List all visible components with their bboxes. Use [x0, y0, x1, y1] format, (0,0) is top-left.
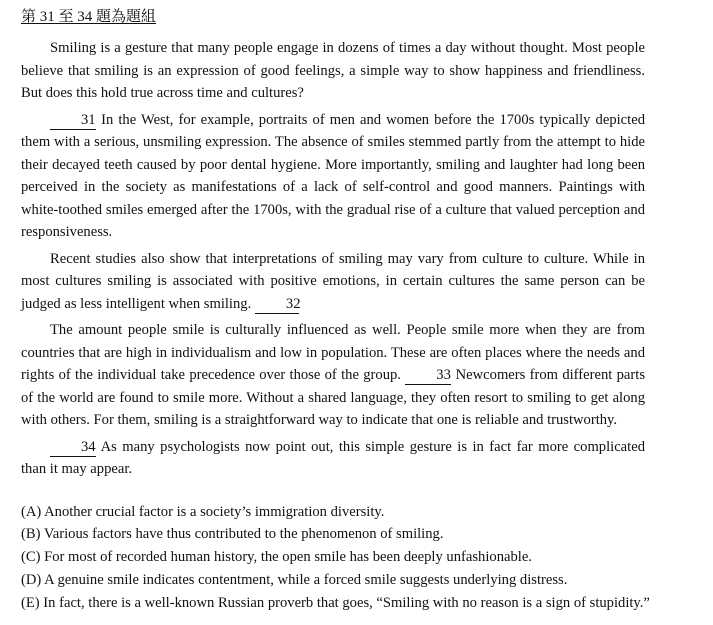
- paragraph-2-text: In the West, for example, portraits of men and women before the 1700s typically depicted them with a serious, unsmiling expression. The absence of smiles stemmed partly from the attempt to hide their decayed teeth caused by poor dental hygiene. More importantly, smiling and laughter had long been perceived in the society as manifestations of a lack of self-control and good manners. Paintings with white-toothed smiles emerged after the 1700s, with the gradual rise of a culture that valued perception and responsiveness.: [21, 111, 645, 240]
- blank-34[interactable]: 34: [50, 439, 96, 457]
- answer-options: [21, 501, 650, 615]
- option-b[interactable]: [21, 523, 645, 546]
- blank-33[interactable]: 33: [405, 367, 451, 385]
- option-e-label: (E): [21, 594, 40, 611]
- option-a-label: (A): [21, 503, 42, 520]
- option-b-label: (B): [21, 526, 41, 543]
- paragraph-4-text-after: Newcomers from different parts of the world are found to smile more. Without a shared language, they often resort to smiling to get along with others. For them, smiling is a straightforward way to indicate that one is reliable and trustworthy.: [21, 367, 645, 428]
- paragraph-4-text-before: The amount people smile is culturally influenced as well. People smile more when they are from countries that are high in individualism and low in population. These are often places where the needs and rights of the individual take precedence over those of the group.: [21, 322, 645, 383]
- option-a[interactable]: [21, 501, 645, 524]
- paragraph-5: [21, 436, 645, 481]
- exam-passage-page: [21, 7, 650, 614]
- option-e-text: In fact, there is a well-known Russian proverb that goes, “Smiling with no reason is a sign of stupidity.”: [43, 594, 650, 611]
- paragraph-1-text: Smiling is a gesture that many people engage in dozens of times a day without thought. Most people believe that smiling is an expression of good feelings, a simple way to show happiness and friendliness. But does this hold true across time and cultures?: [21, 40, 645, 101]
- option-c-label: (C): [21, 549, 41, 566]
- option-d-label: (D): [21, 571, 42, 588]
- spacer: [21, 485, 645, 501]
- section-heading: 第 31 至 34 題為題組: [21, 9, 157, 25]
- blank-31[interactable]: 31: [50, 112, 96, 130]
- option-c-text: For most of recorded human history, the open smile has been deeply unfashionable.: [44, 549, 532, 566]
- option-a-text: Another crucial factor is a society’s immigration diversity.: [44, 503, 385, 520]
- option-d[interactable]: [21, 569, 645, 592]
- option-d-text: A genuine smile indicates contentment, while a forced smile suggests underlying distress.: [44, 571, 568, 588]
- paragraph-3-text: Recent studies also show that interpretations of smiling may vary from culture to culture. While in most cultures smiling is associated with positive emotions, in certain cultures the same person can be judged as less intelligent when smiling.: [21, 250, 645, 312]
- paragraph-1: [21, 37, 645, 105]
- paragraph-4: [21, 319, 645, 432]
- paragraph-5-text: As many psychologists now point out, this simple gesture is in fact far more complicated than it may appear.: [21, 438, 645, 477]
- paragraph-3: [21, 248, 645, 316]
- option-c[interactable]: [21, 546, 645, 569]
- blank-32[interactable]: 32: [255, 296, 299, 314]
- paragraph-2: [21, 109, 645, 244]
- option-e[interactable]: [21, 592, 650, 615]
- option-b-text: Various factors have thus contributed to the phenomenon of smiling.: [43, 526, 444, 543]
